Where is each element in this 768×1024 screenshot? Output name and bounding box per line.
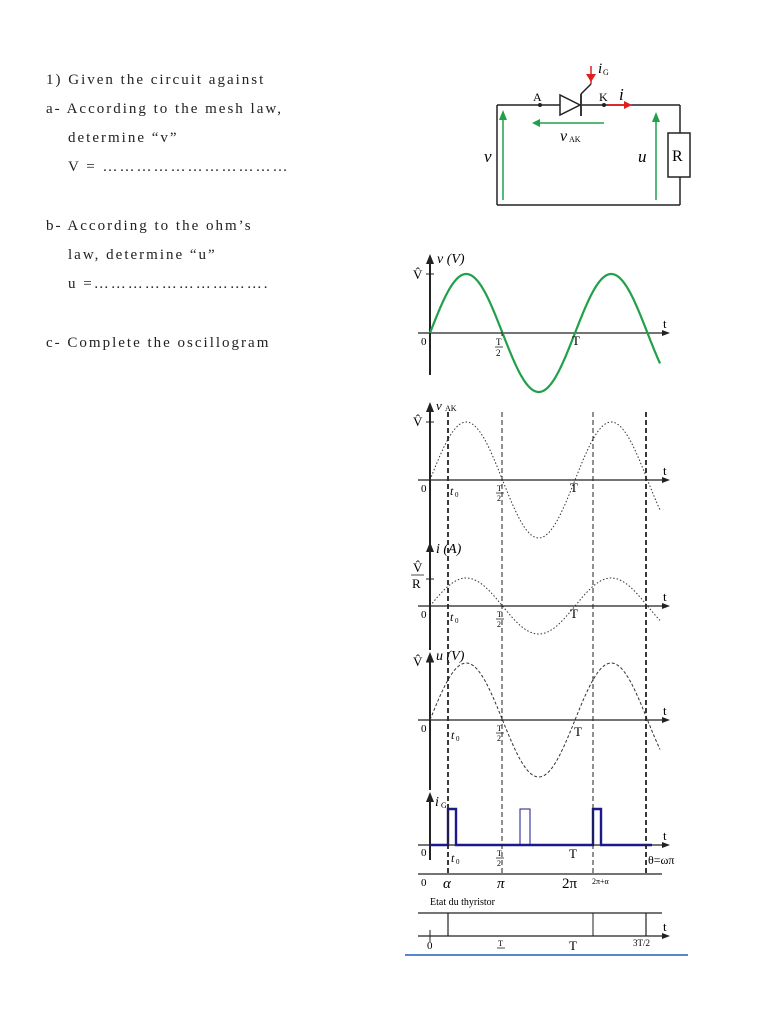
graph-u: [413, 649, 670, 790]
T-label-2: T: [570, 480, 578, 495]
half-den-2: 2: [497, 494, 501, 503]
t0-sub-3: 0: [455, 617, 459, 625]
half-den-3: 2: [497, 620, 501, 629]
ig-axis-label: i: [435, 795, 439, 810]
vak-axis-sub: AK: [445, 404, 457, 413]
label-vak-sub: AK: [569, 135, 581, 144]
pi-label: π: [497, 876, 505, 892]
label-current: i: [619, 85, 624, 104]
half-num-2: T: [497, 484, 502, 493]
circuit-diagram: [484, 61, 690, 205]
label-load-voltage: u: [638, 147, 647, 166]
half-num-1: T: [496, 337, 502, 347]
question-c-line1: c- Complete the oscillogram: [46, 335, 271, 351]
zero-label-5: 0: [421, 847, 427, 859]
t-label-5: t: [663, 828, 667, 843]
question-a-line1: a- According to the mesh law,: [46, 101, 283, 117]
question-b-line2: law, determine “u”: [68, 247, 217, 263]
vhat-label-2: V̂: [413, 414, 423, 429]
u-axis-label: u (V): [436, 649, 465, 664]
t-label-2: t: [663, 463, 667, 478]
answer-blank-v: V = ……………………………: [68, 159, 290, 175]
label-anode: A: [533, 90, 542, 104]
label-vak: v: [560, 128, 568, 145]
T-label-5: T: [569, 846, 577, 861]
angle-axis: [418, 874, 662, 892]
half-num-state: T: [498, 939, 503, 948]
question-b-line1: b- According to the ohm’s: [46, 218, 253, 234]
label-gate-current: i: [598, 61, 603, 77]
graph-i: [411, 542, 670, 650]
T-label-state: T: [569, 938, 577, 953]
alpha-label: α: [443, 876, 451, 892]
t-label-4: t: [663, 703, 667, 718]
question-a-line2: determine “v”: [68, 130, 179, 146]
t0-label-3: t: [450, 610, 454, 624]
state-title: Etat du thyristor: [430, 897, 495, 908]
t-label-state: t: [663, 919, 667, 934]
label-gate-sub: G: [603, 68, 609, 77]
label-resistor: R: [672, 148, 683, 165]
half-num-5: T: [497, 849, 502, 858]
half-num-4: T: [497, 724, 502, 733]
half-den-1: 2: [496, 348, 501, 358]
t-label-3: t: [663, 589, 667, 604]
t0-sub-4: 0: [456, 735, 460, 743]
r-label-3: R: [412, 576, 421, 591]
half-num-3: T: [497, 610, 502, 619]
zero-label-state: 0: [427, 940, 433, 952]
ig-hollow-pulse: [520, 809, 530, 845]
half-den-4: 2: [497, 734, 501, 743]
graph-v: [413, 252, 670, 392]
thyristor-state: [418, 897, 670, 953]
t0-label-4: t: [451, 728, 455, 742]
zero-label-4: 0: [421, 723, 427, 735]
T-label-4: T: [574, 724, 582, 739]
zero-label-3: 0: [421, 609, 427, 621]
t-label-1: t: [663, 316, 667, 331]
T-label-1: T: [572, 333, 580, 348]
two-pi-alpha-label: 2π+α: [592, 877, 609, 886]
half-den-5: 2: [497, 859, 501, 868]
zero-label-2: 0: [421, 483, 427, 495]
label-cathode: K: [599, 90, 608, 104]
T-label-3: T: [570, 606, 578, 621]
i-axis-label: i (A): [436, 542, 462, 557]
graph-vak: [413, 398, 670, 545]
answer-blank-u: u =………………………….: [68, 276, 270, 292]
guide-lines: [448, 332, 646, 874]
question-1: 1) Given the circuit against: [46, 72, 266, 88]
vhat-label-1: V̂: [413, 267, 423, 282]
t0-label-2: t: [450, 484, 454, 498]
theta-label: θ=ωπ: [648, 853, 675, 867]
three-half-T-label: 3T/2: [633, 938, 650, 948]
vak-axis-label: v: [436, 398, 442, 413]
ig-pulse-train: [430, 809, 652, 845]
ig-axis-sub: G: [441, 801, 447, 810]
zero-label-6: 0: [421, 877, 427, 889]
vhat-label-3: V̂: [413, 560, 423, 575]
v-axis-label: v (V): [437, 252, 465, 267]
two-pi-label: 2π: [562, 876, 578, 892]
t0-label-5: t: [451, 851, 455, 865]
vhat-label-4: V̂: [413, 654, 423, 669]
thyristor-symbol: [560, 66, 596, 116]
t0-sub-2: 0: [455, 491, 459, 499]
label-source-voltage: v: [484, 147, 492, 166]
t0-sub-5: 0: [456, 858, 460, 866]
graph-ig: [418, 792, 674, 868]
zero-label-1: 0: [421, 336, 427, 348]
